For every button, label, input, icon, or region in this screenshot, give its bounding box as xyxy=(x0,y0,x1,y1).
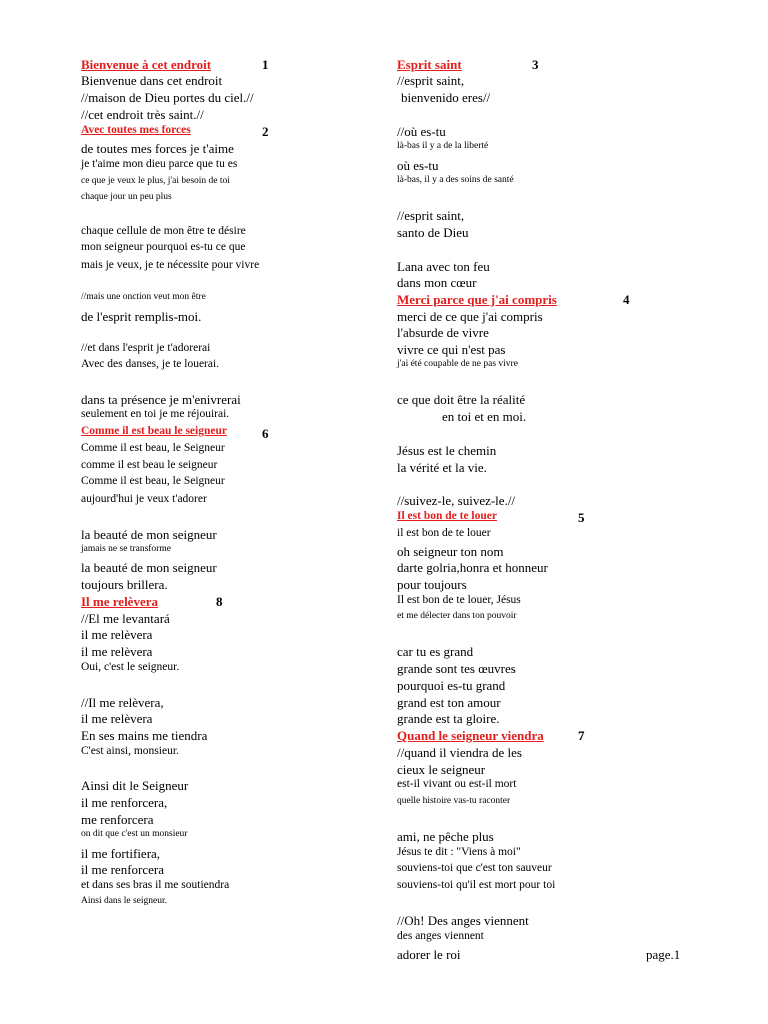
lyric-line: dans ta présence je m'enivrerai xyxy=(81,392,241,407)
lyric-line: Avec des danses, je te louerai. xyxy=(81,358,220,370)
lyric-line: //El me levantará xyxy=(81,611,170,626)
song-title-merci: Merci parce que j'ai compris xyxy=(397,292,557,307)
lyric-line: Jésus te dit : "Viens à moi" xyxy=(397,846,521,858)
lyric-line: la beauté de mon seigneur xyxy=(81,527,217,542)
lyric-line: la vérité et la vie. xyxy=(397,460,487,475)
lyric-line: //quand il viendra de les xyxy=(397,745,522,760)
lyric-line: car tu es grand xyxy=(397,644,474,659)
lyric-line: là-bas il y a de la liberté xyxy=(397,141,489,151)
lyric-line: grande est ta gloire. xyxy=(397,711,500,726)
lyric-line: //et dans l'esprit je t'adorerai xyxy=(81,342,211,354)
song-title-louer: Il est bon de te louer xyxy=(397,510,497,522)
lyric-line: //mais une onction veut mon être xyxy=(81,292,206,302)
lyric-line: pour toujours xyxy=(397,577,467,592)
lyric-line: il me renforcera, xyxy=(81,795,168,810)
lyric-line: chaque cellule de mon être te désire xyxy=(81,225,246,237)
lyric-line: bienvenido eres// xyxy=(401,90,491,105)
lyric-line: oh seigneur ton nom xyxy=(397,544,504,559)
lyric-line: il est bon de te louer xyxy=(397,527,491,539)
lyric-line: là-bas, il y a des soins de santé xyxy=(397,175,514,185)
lyric-line: merci de ce que j'ai compris xyxy=(397,309,543,324)
lyric-line: il me renforcera xyxy=(81,862,165,877)
lyric-line: comme il est beau le seigneur xyxy=(81,459,218,471)
lyric-line: dans mon cœur xyxy=(397,275,477,290)
lyric-line: me renforcera xyxy=(81,812,154,827)
song-title-avec: Avec toutes mes forces xyxy=(81,124,191,136)
song-title-beau: Comme il est beau le seigneur xyxy=(81,425,227,437)
lyric-line: et me délecter dans ton pouvoir xyxy=(397,611,517,621)
lyric-line: //où es-tu xyxy=(397,124,446,139)
song-number: 7 xyxy=(578,728,585,743)
lyric-line: Comme il est beau, le Seigneur xyxy=(81,442,225,454)
lyric-line: cieux le seigneur xyxy=(397,762,486,777)
lyric-line: Il est bon de te louer, Jésus xyxy=(397,594,521,606)
lyric-line: //Il me relèvera, xyxy=(81,695,164,710)
lyric-line: //Oh! Des anges viennent xyxy=(397,913,529,928)
lyric-line: mais je veux, je te nécessite pour vivre xyxy=(81,259,260,271)
song-title-esprit: Esprit saint xyxy=(397,57,462,72)
lyric-line: il me relèvera xyxy=(81,644,153,659)
lyric-line: souviens-toi qu'il est mort pour toi xyxy=(397,879,556,891)
lyric-line: Oui, c'est le seigneur. xyxy=(81,661,180,673)
lyric-line: Bienvenue dans cet endroit xyxy=(81,73,223,88)
lyric-line: jamais ne se transforme xyxy=(81,544,171,554)
lyric-line: Jésus est le chemin xyxy=(397,443,497,458)
song-title-releve: Il me relèvera xyxy=(81,594,158,609)
song-number: 1 xyxy=(262,57,269,72)
lyric-line: //esprit saint, xyxy=(397,208,465,223)
lyric-line: la beauté de mon seigneur xyxy=(81,560,217,575)
lyric-line: il me relèvera xyxy=(81,711,153,726)
lyric-line: Lana avec ton feu xyxy=(397,259,490,274)
lyric-line: il me relèvera xyxy=(81,627,153,642)
lyric-line: En ses mains me tiendra xyxy=(81,728,208,743)
lyric-line: santo de Dieu xyxy=(397,225,469,240)
lyric-line: seulement en toi je me réjouirai. xyxy=(81,408,230,420)
song-number: 8 xyxy=(216,594,223,609)
lyric-line: //suivez-le, suivez-le.// xyxy=(397,493,516,508)
lyric-line: l'absurde de vivre xyxy=(397,325,489,340)
song-number: 2 xyxy=(262,124,269,139)
song-number: 6 xyxy=(262,426,269,441)
lyric-line: toujours brillera. xyxy=(81,577,168,592)
lyric-line: quelle histoire vas-tu raconter xyxy=(397,796,511,806)
lyric-line: ami, ne pêche plus xyxy=(397,829,494,844)
lyric-line: de l'esprit remplis-moi. xyxy=(81,309,202,324)
lyric-line: grande sont tes œuvres xyxy=(397,661,516,676)
lyric-line: de toutes mes forces je t'aime xyxy=(81,141,234,156)
lyric-line: //maison de Dieu portes du ciel.// xyxy=(81,90,254,105)
song-title-viendra: Quand le seigneur viendra xyxy=(397,728,544,743)
lyric-line: grand est ton amour xyxy=(397,695,501,710)
lyric-line: il me fortifiera, xyxy=(81,846,161,861)
lyric-line: est-il vivant ou est-il mort xyxy=(397,778,517,790)
lyric-line: et dans ses bras il me soutiendra xyxy=(81,879,230,891)
page-number: page.1 xyxy=(646,947,681,962)
song-number: 3 xyxy=(532,57,539,72)
lyric-line: Comme il est beau, le Seigneur xyxy=(81,475,225,487)
lyric-line: en toi et en moi. xyxy=(442,409,527,424)
lyric-line: souviens-toi que c'est ton sauveur xyxy=(397,862,552,874)
lyric-line: vivre ce qui n'est pas xyxy=(397,342,506,357)
lyric-line: mon seigneur pourquoi es-tu ce que xyxy=(81,241,246,253)
lyric-line: //cet endroit très saint.// xyxy=(81,107,204,122)
lyric-line: j'ai été coupable de ne pas vivre xyxy=(397,359,518,369)
lyric-line: chaque jour un peu plus xyxy=(81,192,172,202)
song-number: 4 xyxy=(623,292,630,307)
lyric-line: Ainsi dit le Seigneur xyxy=(81,778,189,793)
lyric-line: aujourd'hui je veux t'adorer xyxy=(81,493,207,505)
song-number: 5 xyxy=(578,510,585,525)
lyric-line: ce que doit être la réalité xyxy=(397,392,526,407)
lyric-line: //esprit saint, xyxy=(397,73,465,88)
lyric-line: où es-tu xyxy=(397,158,439,173)
lyric-line: ce que je veux le plus, j'ai besoin de toi xyxy=(81,176,230,186)
lyric-line: des anges viennent xyxy=(397,930,484,942)
lyric-line: je t'aime mon dieu parce que tu es xyxy=(81,158,238,170)
lyric-line: pourquoi es-tu grand xyxy=(397,678,506,693)
lyric-line: adorer le roi xyxy=(397,947,461,962)
lyric-line: Ainsi dans le seigneur. xyxy=(81,896,168,906)
lyric-line: darte golria,honra et honneur xyxy=(397,560,548,575)
lyric-line: on dit que c'est un monsieur xyxy=(81,829,188,839)
lyric-line: C'est ainsi, monsieur. xyxy=(81,745,179,757)
song-title-bienvenue: Bienvenue à cet endroit xyxy=(81,57,212,72)
